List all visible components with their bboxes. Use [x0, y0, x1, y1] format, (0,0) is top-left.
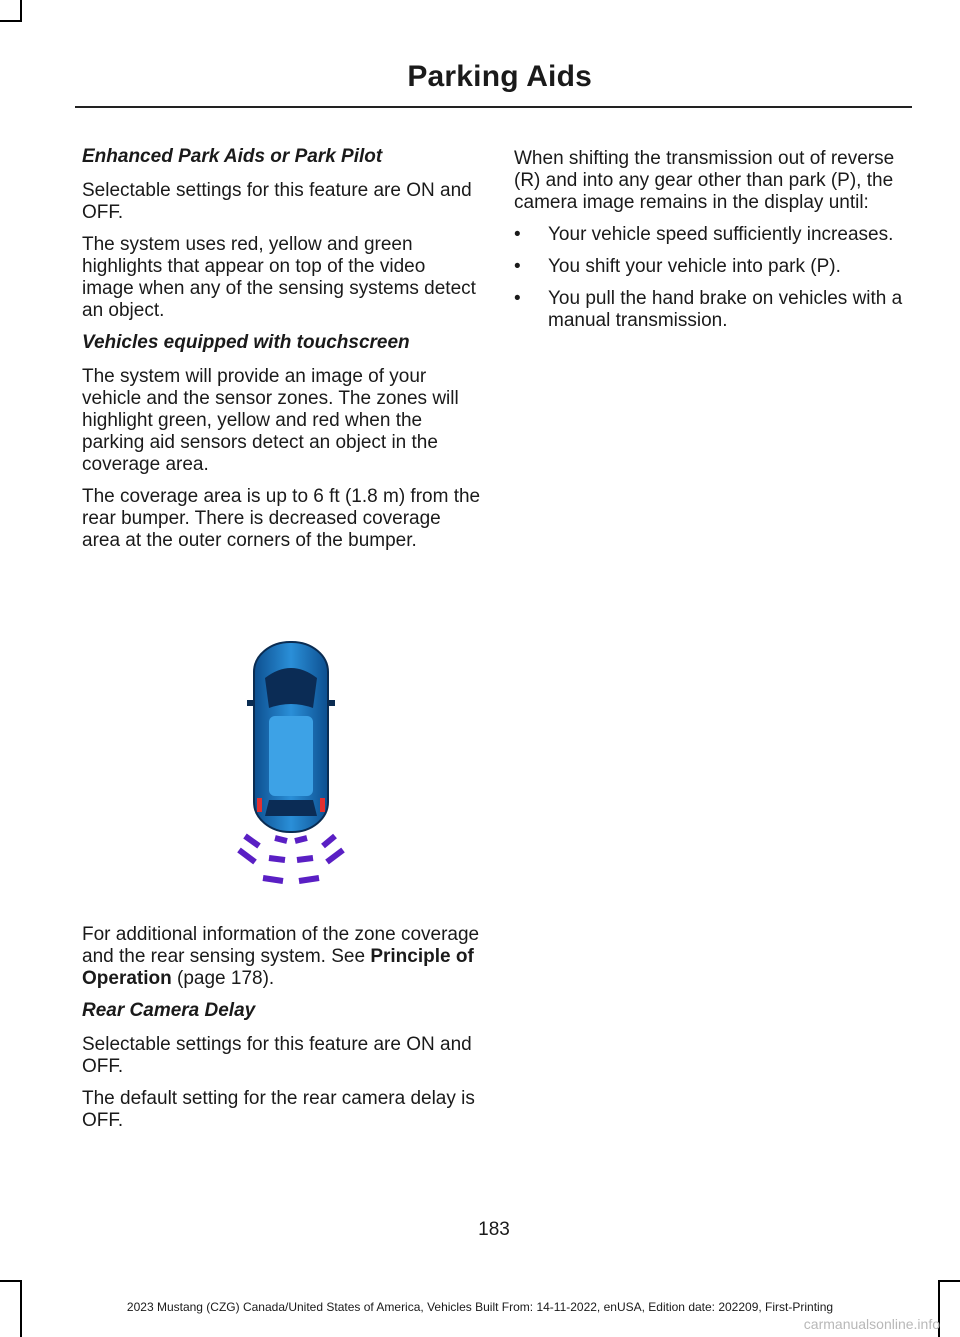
paragraph: The system will provide an image of your vehicle and the sensor zones. The zones will highlight green, yellow and red when the parking aid sensors detect an object in the coverage area.: [82, 366, 459, 475]
paragraph: Selectable settings for this feature are ON and OFF.: [82, 180, 472, 223]
crop-mark-bottom-left-h: [0, 1280, 22, 1282]
crop-mark-bottom-right-h: [938, 1280, 960, 1282]
crop-mark-top-left-h: [0, 20, 22, 22]
paragraph: The default setting for the rear camera delay is OFF.: [82, 1088, 475, 1131]
watermark: carmanualsonline.info: [803, 1316, 940, 1332]
reference-page: (page 178).: [171, 968, 275, 989]
right-column: [514, 148, 914, 342]
reference-link[interactable]: Principle of Operation: [82, 946, 474, 989]
list-item: • You shift your vehicle into park (P).: [514, 256, 914, 278]
paragraph: When shifting the transmission out of reverse (R) and into any gear other than park (P), the camera image remains in the display until:: [514, 148, 895, 213]
reference-intro: For additional information of the zone coverage and the rear sensing system. See: [82, 924, 480, 967]
car-top-view: [247, 642, 335, 832]
crop-mark-mid-left: [20, 1322, 22, 1337]
page-title: Parking Aids: [407, 60, 592, 93]
paragraph: The system uses red, yellow and green highlights that appear on top of the video image when any of the sensing systems detect an object.: [82, 234, 476, 321]
list-item: • Your vehicle speed sufficiently increases.: [514, 224, 914, 246]
section-heading: Enhanced Park Aids or Park Pilot: [82, 146, 383, 167]
sensor-zones: [239, 836, 343, 881]
page-number: 183: [478, 1219, 510, 1240]
crop-mark-top-left-v: [20, 0, 22, 20]
rear-sensor-zone-illustration: [225, 638, 355, 890]
list-item: • You pull the hand brake on vehicles with a manual transmission.: [514, 288, 914, 332]
left-column-lower: [82, 924, 482, 1142]
section-heading: Rear Camera Delay: [82, 1000, 256, 1021]
bullet-list: [514, 224, 914, 332]
header-divider: [75, 106, 912, 108]
paragraph: Selectable settings for this feature are ON and OFF.: [82, 1034, 472, 1077]
paragraph-with-reference: [82, 924, 482, 990]
paragraph: The coverage area is up to 6 ft (1.8 m) from the rear bumper. There is decreased coverage area at the outer corners of the bumper.: [82, 486, 481, 551]
footer-text: 2023 Mustang (CZG) Canada/United States of America, Vehicles Built From: 14-11-2022, enUSA, Edition date: 202209, First-Printing: [126, 1300, 834, 1314]
left-column: [82, 146, 482, 562]
section-heading: Vehicles equipped with touchscreen: [82, 332, 410, 353]
